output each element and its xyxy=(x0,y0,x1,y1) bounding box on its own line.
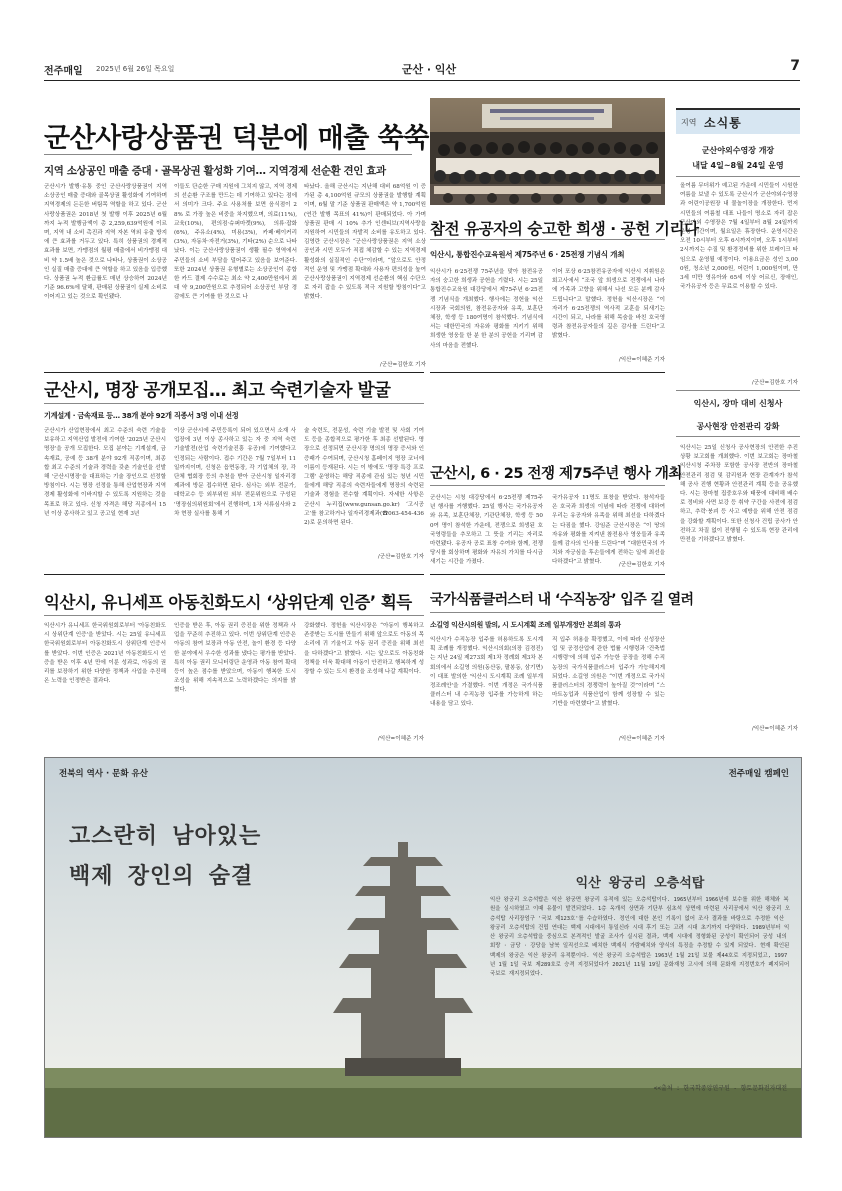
campaign-source: <<출처 : 한국학중앙연구원 - 향토문화전자대전 xyxy=(653,1085,787,1092)
recruit-col-1: 군산시가 산업현장에서 최고 수준의 숙련 기술을 보유하고 지역산업 발전에 기여한 '2025년 군산시 명장'을 공개 모집한다. 모집 분야는 기계설계, 금속재료, 공예 등 38개 분야 92개 직종이며, 최종 합 최고 수준의 기술과 경력을 갖춘 기술인을 선발해 '군산시명장'을 대표하는 기술 장인으로 선정할 방침이다. 시는 명장 선정을 통해 산업현장과 지역경제 활성화에 이바지할 수 있도록 지원하는 것을 목표로 하고 있다. 신청 자격은 해당 직종에서 15년 이상 종사하고 있고 공고일 현재 3년 xyxy=(44,428,166,517)
ceremony-photo-image xyxy=(430,98,665,205)
korwar-rule xyxy=(430,485,665,486)
unicef-headline: 익산시, 유니세프 아동친화도시 ‘상위단계 인증’ 획득 xyxy=(44,593,412,612)
ceremony-col-1: 익산시가 6·25전쟁 75주년을 맞아 참전유공자의 숭고한 희생과 공헌을 기렸다. 시는 25일 통합진수교육원 대강당에서 제75주년 6·25전쟁 기념식을 개최했다. 행사에는 정헌율 익산시장과 국회의원, 참전유공자와 유족, 보훈단체장, 학생 등 180여명이 참석했다. 기념식에서는 대한민국의 자유와 평화를 지키기 위해 희생한 영웅들 한 분 한 분의 공헌을 기리며 감사의 마음을 전했다. xyxy=(430,269,543,349)
paper-name: 전주매일 xyxy=(44,66,83,77)
ceremony-headline: 참전 유공자의 숭고한 희생 · 공헌 기리다 xyxy=(430,220,699,238)
farm-rule xyxy=(430,612,665,613)
unicef-byline: /익산=이혜준 기자 xyxy=(377,736,424,742)
sidebar-tag: 지역 xyxy=(681,118,697,127)
sidebar-item2-subtitle: 공사현장 안전관리 강화 xyxy=(696,422,780,431)
korwar-byline: /군산=김한호 기자 xyxy=(618,562,665,568)
campaign-slogan-1: 고스란히 남아있는 xyxy=(69,824,262,849)
masthead xyxy=(44,58,800,80)
sidebar xyxy=(676,108,800,748)
lead-byline: /군산=김한호 기자 xyxy=(379,362,426,368)
ceremony-photo xyxy=(430,98,665,205)
unicef-rule xyxy=(44,615,424,616)
farm-col-1: 익산시가 수직농장 입주를 허용하도록 도시계획 조례를 개정했다. 익산시의회(의장 김경진)는 지난 24일 제273회 제1차 정례회 제3차 본회의에서 소길영 의원(동산동, 팔봉동, 삼기면)이 대표 발의한 '익산시 도시계획 조례 일부개정조례안'을 가결했다. 이번 개정은 국가식품클러스터 내 수직농장 입주를 가능하게 하는 내용을 담고 있다. xyxy=(430,637,544,708)
farm-col-2: 직 입주 허용을 확정했고, 이에 따라 신성장산업 및 공정산업에 관한 법률 시행령과 '건축법 시행령'에 의해 입주 가능한 공장을 정해 수직농장의 국가식품클러스터 입주가 가능해지게 되었다. 소길영 의원은 “이번 개정으로 국가식품클러스터의 경쟁력이 높아질 것”이라며 “스마트농업과 식품산업이 함께 성장할 수 있는 기반을 마련했다”고 밝혔다. xyxy=(552,637,665,708)
recruit-headline: 군산시, 명장 공개모집… 최고 숙련기술자 발굴 xyxy=(44,381,391,401)
lead-headline: 군산사랑상품권 덕분에 매출 쑥쑥 xyxy=(44,123,429,154)
lead-col-3: 타났다. 올해 군산시는 지난해 대비 68억원 이 증가된 총 4,100억원 규모의 상품권을 발행할 계획이며, 6월 말 기준 상품권 판매액은 약 1,700억원(연간 발행 목표의 41%)이 판매되었다. 아 가며 상품권 판매 시 10% 추가 인센티브(지역사랑을 지원하여 시민들의 자발적 소비를 유도하고 있다. 김영란 군산시장은 “군산사랑상품권은 지역 소상공인과 시민 모두가 직접 체감할 수 있는 지역경제 활성화의 실질적인 수단”이라며, “앞으로도 안정적인 운영 및 가맹점 확대와 사용자 편의성을 높여 군산사랑상품권이 지역경제 선순환의 핵심 수단으로 자리 잡을 수 있도록 적극 지원할 방침이다”고 밝혔다. xyxy=(304,184,426,301)
sidebar-item2-body: 익산시는 25일 신청사 공사현장의 안전한 추진상황 보고회를 개최했다. 이번 보고회는 장마철 익산시청 주차장 포함한 공사장 전반의 장마철 안전관리 점검 및 감리원과 현장 관계자가 참석해 공사 진행 현황과 안전관리 계획 등을 공유했다. 시는 장마철 집중호우와 태풍에 대비해 배수로 정비와 사면 보강 등 취약 구간을 사전에 점검하고, 추락·붕괴 등 사고 예방을 위해 안전 점검을 강화할 계획이다. 또한 신청사 건립 공사가 안전하고 차질 없이 진행될 수 있도록 현장 관리에 만전을 기하겠다고 밝혔다. xyxy=(680,445,798,544)
sidebar-item2-rule xyxy=(676,436,800,437)
lead-col-2: 이들도 단순한 구매 지원에 그치지 않고, 지역 경제의 선순환 구조를 만드는 데 기여하고 있다는 점에서 의미가 크다. 주요 사용처를 보면 음식점이 28% 로 가장 높은 비중을 차지했으며, 의료(11%), 교육(10%), 편의점·슈퍼마켓(9%), 의류·잡화(6%), 주유소(4%), 미용(3%), 카페·베이커리(3%), 자동차·자전거(3%), 기타(2%) 순으로 나타났다. 이는 군산사랑상품권이 생활 필수 영역에서 주민들의 소비 부담을 덜어주고 있음을 보여준다. 또한 2024년 상품권 유형별로는 소상공인이 종합한 카드 결제 수수료는 최소 약 2,400만원에서 최대 약 9,200만원으로 추정되어 소상공인 부담 경감에도 큰 기여를 한 것으로 나 xyxy=(174,184,297,301)
farm-top-rule xyxy=(430,574,665,575)
korwar-headline: 군산시, 6 · 25 전쟁 제75주년 행사 개최 xyxy=(430,466,682,482)
ceremony-rule xyxy=(430,239,665,240)
farm-subheadline: 소길영 익산시의원 발의, 시 도시계획 조례 일부개정안 본회의 통과 xyxy=(430,621,621,629)
campaign-slogan-2: 백제 장인의 숨결 xyxy=(69,864,254,889)
sidebar-item1-subtitle: 내달 4일~8월 24일 운영 xyxy=(692,161,784,170)
lead-col-1: 군산시가 발행·유통 중인 군산사랑상품권이 지역 소상공인 매출 증대와 골목상권 활성화에 기여하며 지역경제의 든든한 버팀목 역할을 하고 있다. 군산사랑상품권은 2018년 첫 발행 이후 2025년 6월까지 누적 발행금액이 총 2,259,639억원에 이르며, 지역 내 소비 촉진과 지역 자본 역외 유출 방지에 큰 효과를 거두고 있다. 특히 상품권의 경제적 효과를 보면, 가맹점의 월평 매출에서 비가맹점 대비 약 1.5배 높은 것으로 나타나, 상품권이 소상공인 실질 매출 증대에 큰 역할을 하고 있음을 입증했다. 상품권 누적 환급률도 매년 상승하여 2024년 기준 96.6%에 달해, 판매된 상품권이 실제 소비로 이어지고 있는 것으로 확인됐다. xyxy=(44,184,167,301)
campaign-title: 익산 왕궁리 오층석탑 xyxy=(575,876,705,891)
unicef-col-1: 익산시가 유니세프 한국위원회로부터 '아동친화도시 상위단계 인증'을 받았다. 시는 25일 유니세프 한국위원회로부터 아동친화도시 상위단계 인증서를 받았다. 이번 인증은 2021년 아동친화도시 인증을 받은 이후 4년 만에 이룬 성과로, 아동의 권리를 보장하기 위한 다양한 정책과 사업을 추진해 온 노력을 인정받은 결과다. xyxy=(44,623,166,685)
masthead-rule xyxy=(44,80,800,81)
recruit-top-rule xyxy=(44,372,424,373)
unicef-col-3: 강화했다. 정헌율 익산시장은 “아동이 행복하고 존중받는 도시를 만들기 위해 앞으로도 아동의 목소리에 귀 기울이고 아동 권리 증진을 위해 최선을 다하겠다”고 밝혔다. 시는 앞으로도 아동친화 정책을 더욱 확대해 아동이 안전하고 행복하게 성장할 수 있는 도시 환경을 조성해 나갈 계획이다. xyxy=(304,623,424,676)
page-number: 7 xyxy=(790,58,800,74)
recruit-subheadline: 기계설계 · 금속재료 등… 38개 분야 92개 직종서 3명 이내 선정 xyxy=(44,411,239,420)
sidebar-item1-title: 군산야외수영장 개장 xyxy=(701,146,775,155)
campaign-sponsor: 전주매일 캠페인 xyxy=(728,769,789,779)
issue-date: 2025년 6월 26일 목요일 xyxy=(96,65,175,73)
sidebar-header xyxy=(676,108,800,134)
campaign-body: 익산 왕궁리 오층석탑은 익산 왕궁면 왕궁리 유적에 있는 오층석탑이다. 1965년부터 1966년에 보수를 위한 해체와 복원을 실시하였고 이때 유물이 발견되었다. 1층 옥개석 상면과 기단부 심초석 상면에 마련된 사리공에서 익산 왕궁리 오층석탑 사리장엄구 '국보 제123호'를 수습하였다. 정인에 대한 본인 기록이 없어 조사 결과를 바탕으로 추정한 익산 왕궁리 오층석탑의 건립 연대는 백제 시대에서 통일신라 시대 후기 또는 고려 시대 초기까지 다양하다. 1989년부터 익산 왕궁리 오층석탑을 중심으로 본격적인 발굴 조사가 실시된 결과, 백제 시대에 정형화된 궁성이 확인되어 궁성 내의 회랑 · 금당 · 강당을 남북 일직선으로 배치한 백제식 가람배치와 양식의 특징을 추정할 수 있게 되었다. 현재 확인된 백제의 왕궁은 익산 왕궁리 유적뿐이다. 익산 왕궁리 오층석탑은 1963년 1월 21일 보물 제44호로 지정되었고, 1997년 1월 1일 국보 제289호로 승격 지정되었다가 2021년 11월 19일 문화재청 고시에 의해 문화재 지정번호가 폐지되어 국보로 재지정되었다. xyxy=(490,897,790,978)
ceremony-byline: /익산=이혜준 기자 xyxy=(618,357,665,363)
section-name: 군산 · 익산 xyxy=(401,63,457,76)
korwar-top-rule xyxy=(430,372,665,373)
farm-byline: /익산=이혜준 기자 xyxy=(618,736,665,742)
recruit-byline: /군산=김한호 기자 xyxy=(377,554,424,560)
ceremony-subheadline: 익산시, 통합진수교육원서 제75주년 6 · 25전쟁 기념식 개최 xyxy=(430,250,625,259)
sidebar-item1-body: 올여름 무더위가 예고된 가운데 시민들이 시원한 여름을 보낼 수 있도록 군산시가 군산야외수영장과 어린이공원장 내 물놀이장을 개장한다. 먼저 시민들의 여름철 대표 나들이 명소로 자리 잡은 군산야외 수영장은 7월 4일부터 8월 24일까지 운영 기간이며, 월요일은 휴장한다. 운영시간은 오전 10시부터 오후 6시까지이며, 오후 1시부터 2시까지는 수질 및 환경정비를 위한 브레이크 타임으로 운영될 예정이다. 이용요금은 성인 3,000원, 청소년 2,000원, 어린이 1,000원이며, 만 3세 미만 영유아와 65세 이상 어르신, 장애인, 국가유공자 등은 무료로 이용할 수 있다. xyxy=(680,183,798,291)
recruit-col-3: 술 숙련도, 전문성, 숙련 기술 발전 및 사회 기여도 등을 종합적으로 평가한 후 최종 선발된다. 명장으로 선정되면 군산시장 명의의 명장 증서와 인증패가 수여되며, 군산시청 홈페이지 명장 코너에 이름이 등재된다. 시는 이 밖에도 '명장 특강 프로그램' 운영하는 해당 직종에 관심 있는 청년 시민들에게 해당 직종의 숙련자들에게 명장의 숙련된 기술과 경험을 전수할 계획이다. 자세한 사항은 군산시 누리집(www.gunsan.go.kr) ‘고시공고’를 참고하거나 일자리경제과(☎063-454-4362)로 문의하면 된다. xyxy=(304,428,424,527)
campaign-box xyxy=(44,757,802,1138)
recruit-rule xyxy=(44,403,424,404)
farm-headline: 국가식품클러스터 내 ‘수직농장’ 입주 길 열려 xyxy=(430,592,694,608)
recruit-col-2: 이상 군산시에 주민등록이 되어 있으면서 소재 사업장에 3년 이상 종사하고 있는 자 중 지역 숙련 기술발전(산업 숙련기술진흥 유공)에 기여했다고 인정되는 사람이다. 접수 기간은 7월 7일부터 11일까지이며, 신청은 읍면동장, 각 기업체의 장, 각 단체 협회장 등의 추천을 받아 군산시청 일자리경제과에 방문 접수하면 된다. 심사는 외부 전문가, 대학교수 등 외부위원 외부 전문위원으로 구성된 '명장심의위원회'에서 진행하며, 1차 서류심사와 2차 현장 실사를 통해 기 xyxy=(174,428,296,517)
sidebar-item2-title: 익산시, 장마 대비 신청사 xyxy=(693,399,783,408)
unicef-top-rule xyxy=(44,574,424,575)
lead-subheadline: 지역 소상공인 매출 증대 · 골목상권 활성화 기여… 지역경제 선순환 견인 효과 xyxy=(44,165,386,177)
sidebar-item1-byline: /군산=김한호 기자 xyxy=(751,380,798,386)
sidebar-item2-byline: /익산=이혜준 기자 xyxy=(751,726,798,732)
korwar-col-2: 국가유공자 11명도 표창을 받았다. 참석자들은 호국과 희생의 이념에 따라 전쟁에 대하여 우리는 유공자와 유족을 위해 최선을 다하겠다는 다짐을 했다. 강임준 군산시장은 “이 땅의 자유와 평화를 지켜낸 참전용사 영웅들과 유족들께 감사의 인사를 드린다”며 “대한민국의 가치와 자긍심을 후손들에게 전하는 일에 최선을 다하겠다”고 밝혔다. xyxy=(552,495,665,566)
korwar-col-1: 군산시는 시청 대강당에서 6·25전쟁 제75주년 행사를 거행했다. 25일 행사는 국가유공자와 유족, 보훈단체장, 기관단체장, 학생 등 500여 명이 참석한 가운데, 전쟁으로 희생된 호국영령들을 추모하고 그 뜻을 기리는 자리로 마련됐다. 유공자 공로 표창 수여와 함께, 전쟁 당시를 회상하며 평화와 자유의 가치를 다시금 새기는 시간을 가졌다. xyxy=(430,495,543,566)
sidebar-item1-rule xyxy=(676,176,800,177)
sidebar-divider xyxy=(676,390,800,391)
ceremony-col-2: 이어 포상 6·25참전유공자에 익산시 지휘원은 회고사에서 “조국 앞 희생으로 전쟁에서 나라에 가족과 고향을 위해서 나선 모든 분께 감사 드립니다”고 말했다. 정헌율 익산시장은 “이 자리가 6·25전쟁의 역사적 교훈을 되새기는 시간이 되고, 나라를 위해 목숨을 바친 호국영령과 참전유공자들의 깊은 감사를 드린다”고 밝혔다. xyxy=(552,269,665,340)
unicef-col-2: 인증을 받은 후, 아동 권리 증진을 위한 정책과 사업을 꾸준히 추진하고 있다. 이번 상위단계 인증은 아동의 참여 보장과 아동 안전, 놀이 환경 등 다양한 분야에서 우수한 성과를 냈다는 평가를 받았다. 특히 아동 권리 모니터링단 운영과 아동 참여 확대 등이 높은 점수를 받았으며, 아동이 행복한 도시 조성을 위해 지속적으로 노력하겠다는 의지를 밝혔다. xyxy=(174,623,296,694)
campaign-label: 전북의 역사 · 문화 유산 xyxy=(59,769,148,779)
lead-rule xyxy=(44,154,412,155)
sidebar-title: 소식통 xyxy=(704,116,742,130)
